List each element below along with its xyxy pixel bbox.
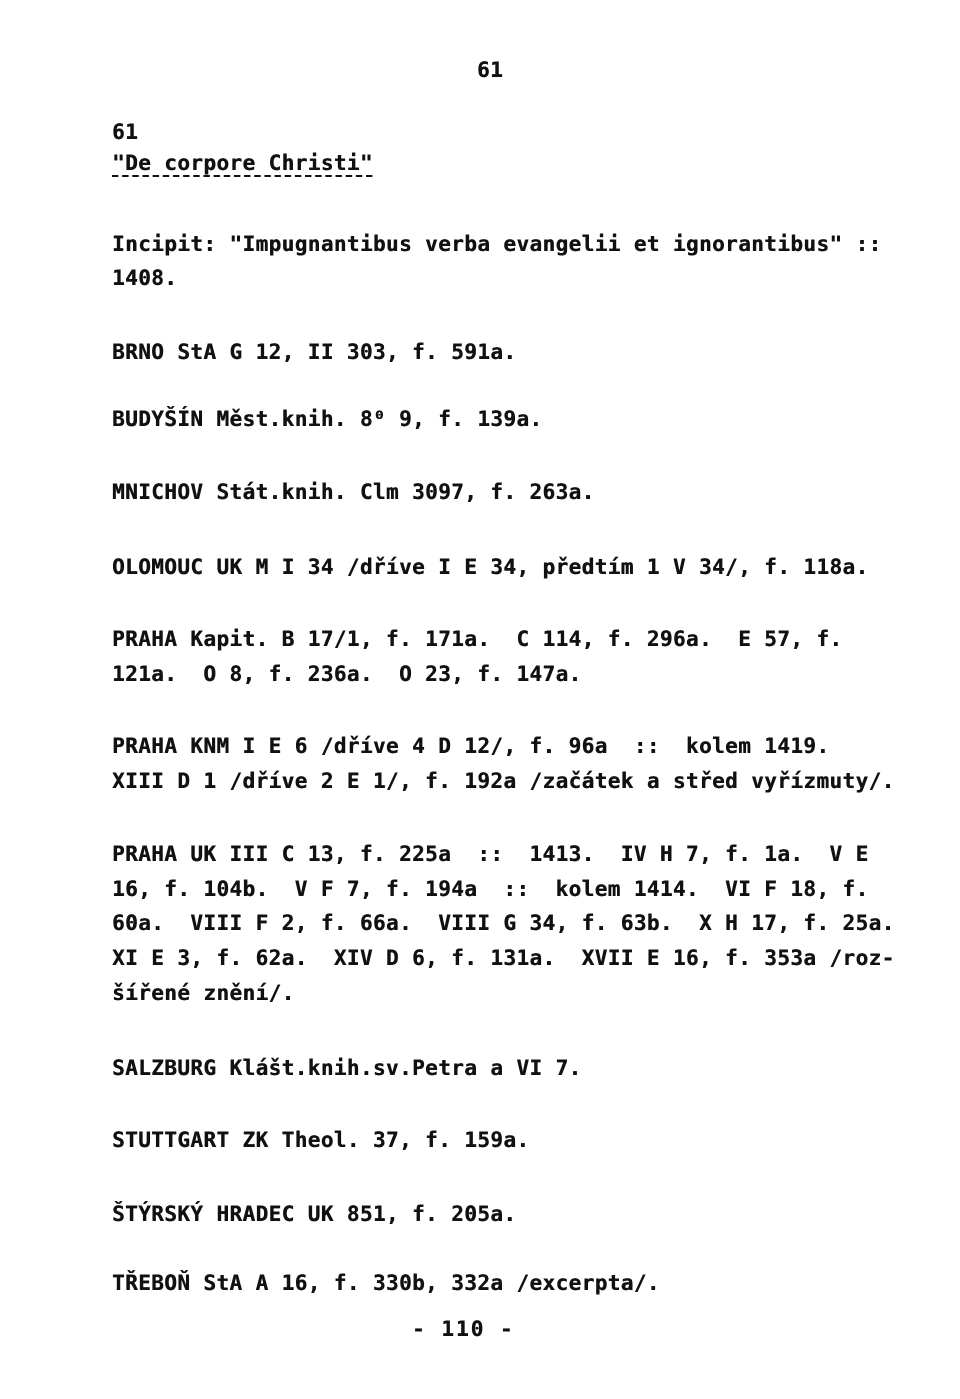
manuscript-entry-olomouc: OLOMOUC UK M I 34 /dříve I E 34, předtím 1 V 34/, f. 118a. [112, 555, 869, 579]
manuscript-entry-trebon: TŘEBOŇ StA A 16, f. 330b, 332a /excerpta/. [112, 1271, 660, 1295]
manuscript-entry-praha-uk: PRAHA UK III C 13, f. 225a :: 1413. IV H 7, f. 1a. V E [112, 842, 869, 866]
manuscript-entry-mnichov: MNICHOV Stát.knih. Clm 3097, f. 263a. [112, 480, 595, 504]
entry-title: "De corpore Christi" [112, 151, 373, 175]
manuscript-entry-praha-uk: 16, f. 104b. V F 7, f. 194a :: kolem 1414. VI F 18, f. [112, 877, 869, 901]
footer-page-number: - 110 - [412, 1317, 515, 1341]
manuscript-entry-praha-uk: šířené znění/. [112, 981, 295, 1005]
manuscript-entry-budysin: BUDYŠÍN Měst.knih. 8⁰ 9, f. 139a. [112, 407, 543, 431]
manuscript-entry-praha-kapit: 121a. O 8, f. 236a. O 23, f. 147a. [112, 662, 582, 686]
manuscript-entry-styrsky-hradec: ŠTÝRSKÝ HRADEC UK 851, f. 205a. [112, 1202, 517, 1226]
manuscript-entry-stuttgart: STUTTGART ZK Theol. 37, f. 159a. [112, 1128, 530, 1152]
manuscript-entry-praha-kapit: PRAHA Kapit. B 17/1, f. 171a. C 114, f. 296a. E 57, f. [112, 627, 843, 651]
incipit-line: 1408. [112, 266, 178, 290]
manuscript-entry-praha-knm: XIII D 1 /dříve 2 E 1/, f. 192a /začátek a střed vyřízmuty/. [112, 769, 895, 793]
manuscript-entry-praha-uk: 60a. VIII F 2, f. 66a. VIII G 34, f. 63b. X H 17, f. 25a. [112, 911, 895, 935]
incipit-line: Incipit: "Impugnantibus verba evangelii et ignorantibus" :: [112, 232, 882, 256]
manuscript-entry-brno: BRNO StA G 12, II 303, f. 591a. [112, 340, 517, 364]
manuscript-entry-praha-uk: XI E 3, f. 62a. XIV D 6, f. 131a. XVII E 16, f. 353a /roz- [112, 946, 895, 970]
manuscript-entry-salzburg: SALZBURG Klášt.knih.sv.Petra a VI 7. [112, 1056, 582, 1080]
page-number: 61 [477, 58, 504, 82]
entry-number: 61 [112, 120, 139, 144]
manuscript-entry-praha-knm: PRAHA KNM I E 6 /dříve 4 D 12/, f. 96a :: kolem 1419. [112, 734, 830, 758]
